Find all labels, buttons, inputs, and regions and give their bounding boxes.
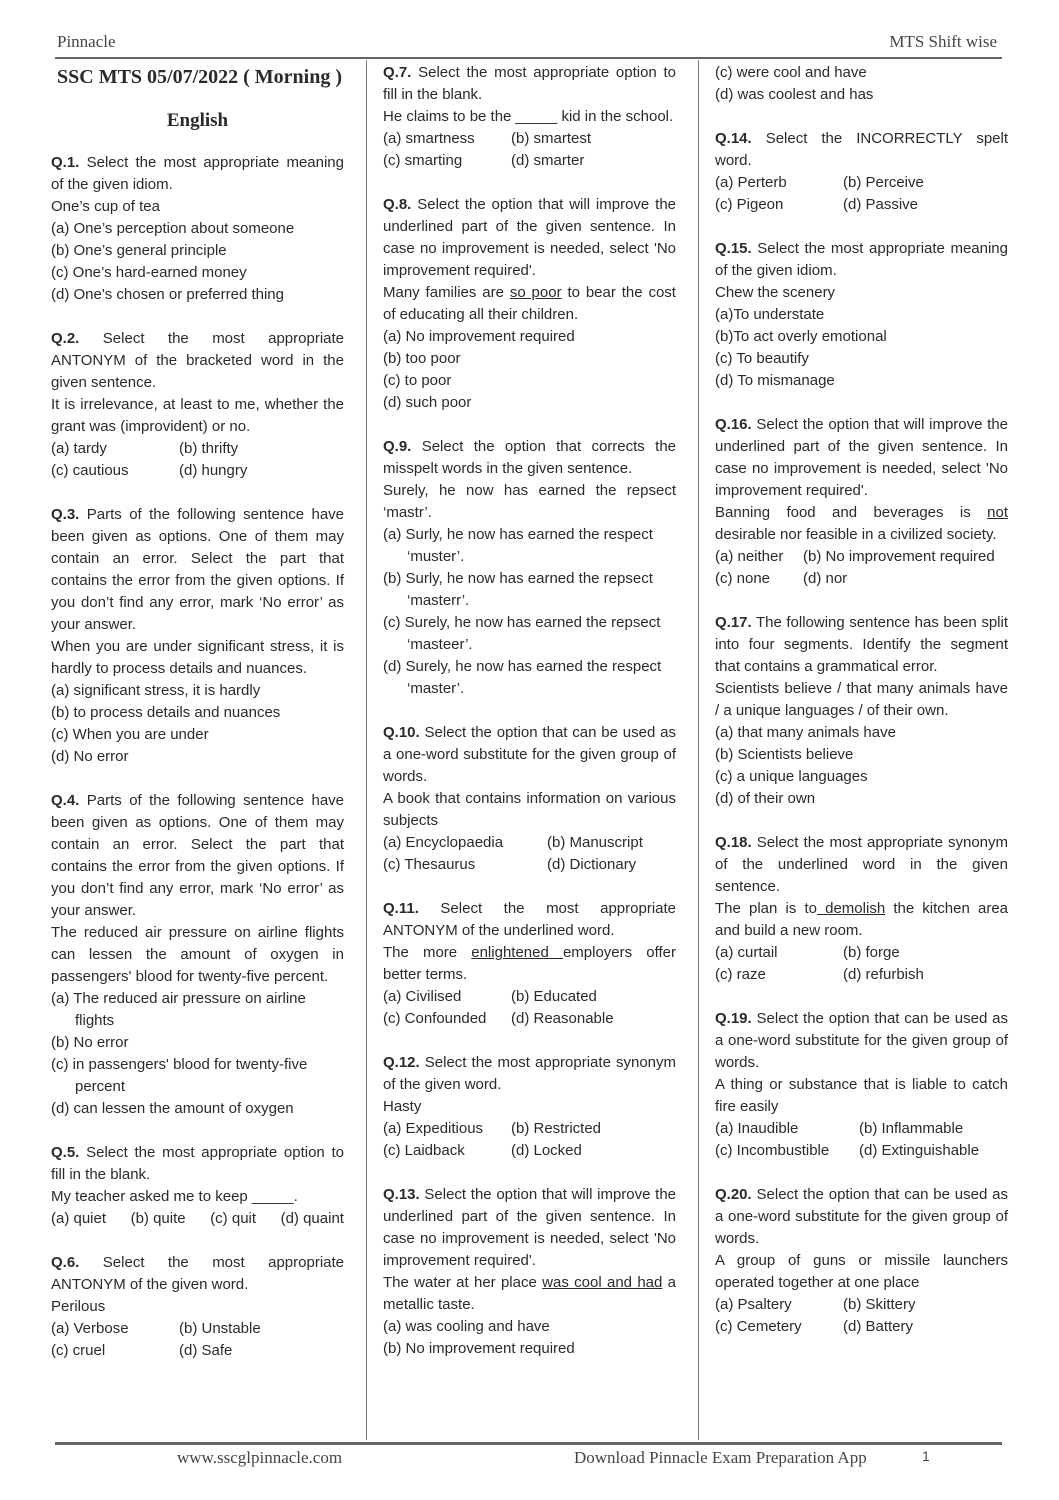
answer-option: (c) cruel [51, 1342, 106, 1359]
answer-option: (b) Unstable [179, 1320, 261, 1337]
answer-option: (c) Cemetery [715, 1318, 802, 1335]
question-text: Select the INCORRECTLY spelt word. [715, 130, 1009, 169]
question-sentence [383, 106, 676, 128]
answer-option: (d) To mismanage [715, 372, 835, 389]
answer-option: (c) quit [210, 1210, 257, 1227]
question-prompt [715, 1184, 1008, 1250]
answer-option: (b) Surly, he now has earned the repsect ‘masterr’. [383, 570, 653, 609]
options-list [383, 1316, 676, 1360]
answer-option: (b) thrifty [179, 440, 239, 457]
question-text: Select the option that can be used as a one-word substitute for the given group of words. [715, 1186, 1009, 1247]
question-prompt [383, 62, 676, 106]
question-block [51, 504, 344, 768]
answer-option: (d) such poor [383, 394, 472, 411]
sentence-text: The plan is to [715, 900, 817, 917]
answer-option: (d) nor [803, 570, 848, 587]
answer-option: (c) none [715, 570, 771, 587]
answer-option: (c) a unique languages [715, 768, 868, 785]
question-sentence [715, 898, 1008, 942]
answer-option: (c) One’s hard-earned money [51, 264, 247, 281]
options-grid [383, 832, 676, 876]
answer-option: (c) To beautify [715, 350, 809, 367]
question-text: Parts of the following sentence have been given as options. One of them may contain an error. Select the part that contains the error from the given options. If you don’t find any error, mark ‘No error’ as your answer. [51, 506, 344, 633]
question-number: Q.6. [51, 1254, 80, 1271]
question-sentence [383, 1272, 676, 1316]
options-grid [383, 1118, 676, 1162]
question-number: Q.11. [383, 900, 419, 917]
question-block [51, 1252, 344, 1362]
answer-option: (b) No improvement required [383, 1340, 575, 1357]
answer-option: (b) Manuscript [547, 834, 643, 851]
column-1 [51, 62, 344, 1384]
answer-option: (b) quite [130, 1210, 186, 1227]
answer-option: (d) Locked [511, 1142, 582, 1159]
column-3 [715, 62, 1008, 1360]
question-block [715, 238, 1008, 392]
answer-option: (c) Incombustible [715, 1142, 830, 1159]
answer-option: (d) hungry [179, 462, 248, 479]
question-prompt [715, 128, 1008, 172]
question-text: Select the most appropriate option to fill in the blank. [383, 64, 677, 103]
question-prompt [715, 238, 1008, 282]
question-block [715, 414, 1008, 590]
question-number: Q.12. [383, 1054, 420, 1071]
options-list [715, 304, 1008, 392]
answer-option: (a) Civilised [383, 988, 462, 1005]
question-number: Q.18. [715, 834, 752, 851]
answer-option: (d) Reasonable [511, 1010, 614, 1027]
question-text: Select the most appropriate ANTONYM of the underlined word. [383, 900, 677, 939]
page-number: 1 [922, 1448, 930, 1464]
question-text: Select the most appropriate meaning of the given idiom. [51, 154, 344, 193]
question-text: Select the option that can be used as a one-word substitute for the given group of words. [715, 1010, 1009, 1071]
answer-option: (a) that many animals have [715, 724, 896, 741]
column-divider [698, 60, 699, 1440]
sentence-text: Hasty [383, 1098, 422, 1115]
question-block [51, 152, 344, 306]
options-list [51, 680, 344, 768]
sentence-text: to bear the cost of educating all their children. [383, 284, 676, 323]
answer-option: (d) quaint [280, 1210, 344, 1227]
header-rule [55, 57, 1002, 59]
answer-option: (c) to poor [383, 372, 452, 389]
answer-option: (c) Thesaurus [383, 856, 476, 873]
question-prompt [383, 194, 676, 282]
answer-option: (b) Skittery [843, 1296, 916, 1313]
sentence-text: Surely, he now has earned the repsect ‘mastr’. [383, 482, 676, 521]
question-block [383, 898, 676, 1030]
answer-option: (a) Perterb [715, 174, 787, 191]
options-list [383, 524, 676, 700]
underlined-text: was cool and had [542, 1274, 663, 1291]
answer-option: (c) were cool and have [715, 64, 867, 81]
sentence-text: The water at her place [383, 1274, 543, 1291]
sentence-text: My teacher asked me to keep _____. [51, 1188, 298, 1205]
answer-option: (d) Passive [843, 196, 919, 213]
question-sentence [715, 502, 1008, 546]
question-block [51, 1142, 344, 1230]
question-number: Q.3. [51, 506, 80, 523]
sentence-text: It is irrelevance, at least to me, whether the grant was (improvident) or no. [51, 396, 344, 435]
question-number: Q.13. [383, 1186, 420, 1203]
question-sentence [715, 678, 1008, 722]
column-2 [383, 62, 676, 1382]
question-block [715, 128, 1008, 216]
answer-option: (a) Encyclopaedia [383, 834, 504, 851]
answer-option: (b) No improvement required [803, 548, 995, 565]
sentence-text: The reduced air pressure on airline flights can lessen the amount of oxygen in passengers' blood for twenty-five percent. [51, 924, 344, 985]
question-text: Parts of the following sentence have been given as options. One of them may contain an error. Select the part that contains the error from the given options. If you don’t find any error, mark ‘No error’ as your answer. [51, 792, 344, 919]
answer-option: (b) Inflammable [859, 1120, 964, 1137]
answer-option: (b)To act overly emotional [715, 328, 887, 345]
answer-option: (b) to process details and nuances [51, 704, 281, 721]
question-text: Select the option that can be used as a one-word substitute for the given group of words. [383, 724, 677, 785]
question-prompt [715, 414, 1008, 502]
question-block [715, 62, 1008, 106]
question-prompt [51, 790, 344, 922]
question-block [715, 1184, 1008, 1338]
answer-option: (a)To understate [715, 306, 825, 323]
question-number: Q.1. [51, 154, 80, 171]
question-prompt [715, 1008, 1008, 1074]
answer-option: (b) Perceive [843, 174, 924, 191]
sentence-text: A group of guns or missile launchers operated together at one place [715, 1252, 1008, 1291]
question-text: Select the most appropriate ANTONYM of the given word. [51, 1254, 345, 1293]
page-title: SSC MTS 05/07/2022 ( Morning ) [57, 66, 343, 88]
answer-option: (a) Surly, he now has earned the respect ‘muster’. [383, 526, 653, 565]
answer-option: (c) Confounded [383, 1010, 487, 1027]
question-prompt [51, 504, 344, 636]
question-prompt [715, 832, 1008, 898]
question-prompt [51, 152, 344, 196]
question-block [51, 790, 344, 1120]
options-list [383, 326, 676, 414]
answer-option: (b) too poor [383, 350, 461, 367]
question-sentence [51, 922, 344, 988]
answer-option: (a) One’s perception about someone [51, 220, 295, 237]
answer-option: (a) smartness [383, 130, 475, 147]
underlined-text: not [987, 504, 1008, 521]
question-block [383, 62, 676, 172]
options-grid [715, 172, 1008, 216]
sentence-text: Many families are [383, 284, 510, 301]
sentence-text: Scientists believe / that many animals have / a unique languages / of their own. [715, 680, 1008, 719]
answer-option: (d) of their own [715, 790, 816, 807]
question-text: Select the most appropriate ANTONYM of the bracketed word in the given sentence. [51, 330, 345, 391]
answer-option: (a) Expeditious [383, 1120, 484, 1137]
options-list [51, 988, 344, 1120]
options-grid [383, 986, 676, 1030]
question-prompt [383, 898, 676, 942]
sentence-text: employers offer better terms. [383, 944, 676, 983]
answer-option: (b) No error [51, 1034, 129, 1051]
question-sentence [715, 1074, 1008, 1118]
question-number: Q.10. [383, 724, 420, 741]
underlined-text: so poor [509, 284, 562, 301]
answer-option: (c) Surely, he now has earned the repsect ‘masteer’. [383, 614, 661, 653]
sentence-text: Perilous [51, 1298, 106, 1315]
options-grid [715, 1118, 1008, 1162]
question-sentence [383, 1096, 676, 1118]
answer-option: (d) Surely, he now has earned the respect ‘master’. [383, 658, 662, 697]
question-block [383, 1184, 676, 1360]
question-text: The following sentence has been split into four segments. Identify the segment that contains a grammatical error. [715, 614, 1008, 675]
question-sentence [51, 1296, 344, 1318]
answer-option: (d) can lessen the amount of oxygen [51, 1100, 294, 1117]
question-sentence [383, 282, 676, 326]
question-block [715, 832, 1008, 986]
question-sentence [383, 788, 676, 832]
options-grid [383, 128, 676, 172]
question-number: Q.20. [715, 1186, 752, 1203]
answer-option: (d) was coolest and has [715, 86, 874, 103]
question-number: Q.7. [383, 64, 412, 81]
question-prompt [715, 612, 1008, 678]
question-text: Select the most appropriate synonym of the underlined word in the given sentence. [715, 834, 1009, 895]
question-block [715, 1008, 1008, 1162]
answer-option: (c) cautious [51, 462, 129, 479]
question-block [383, 1052, 676, 1162]
answer-option: (a) Inaudible [715, 1120, 799, 1137]
question-number: Q.14. [715, 130, 752, 147]
column-divider [366, 60, 367, 1440]
answer-option: (b) Scientists believe [715, 746, 854, 763]
answer-option: (c) in passengers' blood for twenty-five percent [51, 1056, 308, 1095]
sentence-text: Banning food and beverages is [715, 504, 988, 521]
answer-option: (c) Laidback [383, 1142, 465, 1159]
question-sentence [383, 480, 676, 524]
options-row [51, 1208, 344, 1230]
sentence-text: A book that contains information on various subjects [383, 790, 676, 829]
question-prompt [383, 1052, 676, 1096]
question-text: Select the most appropriate meaning of the given idiom. [715, 240, 1008, 279]
answer-option: (c) Pigeon [715, 196, 784, 213]
answer-option: (a) Psaltery [715, 1296, 792, 1313]
answer-option: (b) Restricted [511, 1120, 602, 1137]
question-sentence [51, 196, 344, 218]
question-sentence [383, 942, 676, 986]
answer-option: (a) neither [715, 548, 784, 565]
question-prompt [51, 328, 344, 394]
answer-option: (c) raze [715, 966, 766, 983]
options-grid [715, 942, 1008, 986]
sentence-text: A thing or substance that is liable to catch fire easily [715, 1076, 1008, 1115]
answer-option: (a) quiet [51, 1210, 107, 1227]
question-block [51, 328, 344, 482]
answer-option: (d) Safe [179, 1342, 233, 1359]
options-list [51, 218, 344, 306]
question-block [715, 612, 1008, 810]
question-prompt [383, 722, 676, 788]
answer-option: (a) The reduced air pressure on airline flights [51, 990, 306, 1029]
sentence-text: He claims to be the _____ kid in the school. [383, 108, 674, 125]
question-sentence [715, 1250, 1008, 1294]
answer-option: (d) No error [51, 748, 129, 765]
answer-option: (a) curtail [715, 944, 778, 961]
footer-website[interactable]: www.sscglpinnacle.com [177, 1448, 343, 1467]
answer-option: (a) significant stress, it is hardly [51, 682, 261, 699]
question-text: Select the option that will improve the underlined part of the given sentence. In case no improvement is needed, select 'No improvement required'. [383, 196, 677, 279]
question-prompt [383, 436, 676, 480]
answer-option: (c) smarting [383, 152, 463, 169]
footer-app-promo: Download Pinnacle Exam Preparation App [574, 1448, 867, 1467]
sentence-text: a metallic taste. [383, 1274, 676, 1313]
question-number: Q.9. [383, 438, 412, 455]
question-text: Select the most appropriate option to fill in the blank. [51, 1144, 345, 1183]
answer-option: (d) smarter [511, 152, 585, 169]
answer-option: (b) smartest [511, 130, 592, 147]
answer-option: (a) was cooling and have [383, 1318, 550, 1335]
sentence-text: Chew the scenery [715, 284, 836, 301]
question-number: Q.16. [715, 416, 752, 433]
header-left: Pinnacle [57, 32, 116, 51]
answer-option: (a) No improvement required [383, 328, 575, 345]
underlined-text: demolish [816, 900, 886, 917]
question-text: Select the option that will improve the underlined part of the given sentence. In case no improvement is needed, select 'No improvement required'. [383, 1186, 677, 1269]
answer-option: (d) Battery [843, 1318, 914, 1335]
question-block [383, 722, 676, 876]
question-block [383, 436, 676, 700]
header-right: MTS Shift wise [889, 32, 997, 51]
subject-heading: English [166, 110, 229, 131]
answer-option: (a) tardy [51, 440, 107, 457]
question-sentence [715, 282, 1008, 304]
sentence-text: The more [383, 944, 472, 961]
question-number: Q.19. [715, 1010, 752, 1027]
answer-option: (b) forge [843, 944, 900, 961]
question-number: Q.8. [383, 196, 412, 213]
answer-option: (b) One’s general principle [51, 242, 227, 259]
options-grid [715, 1294, 1008, 1338]
question-text: Select the most appropriate synonym of the given word. [383, 1054, 677, 1093]
question-sentence [51, 636, 344, 680]
options-list [715, 62, 1008, 106]
question-block [383, 194, 676, 414]
question-prompt [383, 1184, 676, 1272]
question-prompt [51, 1142, 344, 1186]
sentence-text: the kitchen area and build a new room. [715, 900, 1009, 939]
question-text: Select the option that corrects the misspelt words in the given sentence. [383, 438, 676, 477]
question-number: Q.5. [51, 1144, 80, 1161]
answer-option: (c) When you are under [51, 726, 209, 743]
question-prompt [51, 1252, 344, 1296]
underlined-text: enlightened [471, 944, 563, 961]
answer-option: (d) refurbish [843, 966, 924, 983]
answer-option: (d) Extinguishable [859, 1142, 980, 1159]
options-grid [715, 546, 1008, 590]
question-number: Q.17. [715, 614, 752, 631]
question-number: Q.4. [51, 792, 80, 809]
sentence-text: desirable nor feasible in a civilized society. [715, 526, 997, 543]
sentence-text: One’s cup of tea [51, 198, 160, 215]
options-grid [51, 438, 344, 482]
answer-option: (d) One's chosen or preferred thing [51, 286, 284, 303]
options-list [715, 722, 1008, 810]
answer-option: (d) Dictionary [547, 856, 637, 873]
footer-rule [55, 1442, 1002, 1445]
answer-option: (b) Educated [511, 988, 597, 1005]
answer-option: (a) Verbose [51, 1320, 129, 1337]
question-number: Q.15. [715, 240, 752, 257]
question-text: Select the option that will improve the underlined part of the given sentence. In case no improvement is needed, select 'No improvement required'. [715, 416, 1009, 499]
sentence-text: When you are under significant stress, it is hardly to process details and nuances. [51, 638, 344, 677]
question-number: Q.2. [51, 330, 80, 347]
question-sentence [51, 1186, 344, 1208]
options-grid [51, 1318, 344, 1362]
question-sentence [51, 394, 344, 438]
